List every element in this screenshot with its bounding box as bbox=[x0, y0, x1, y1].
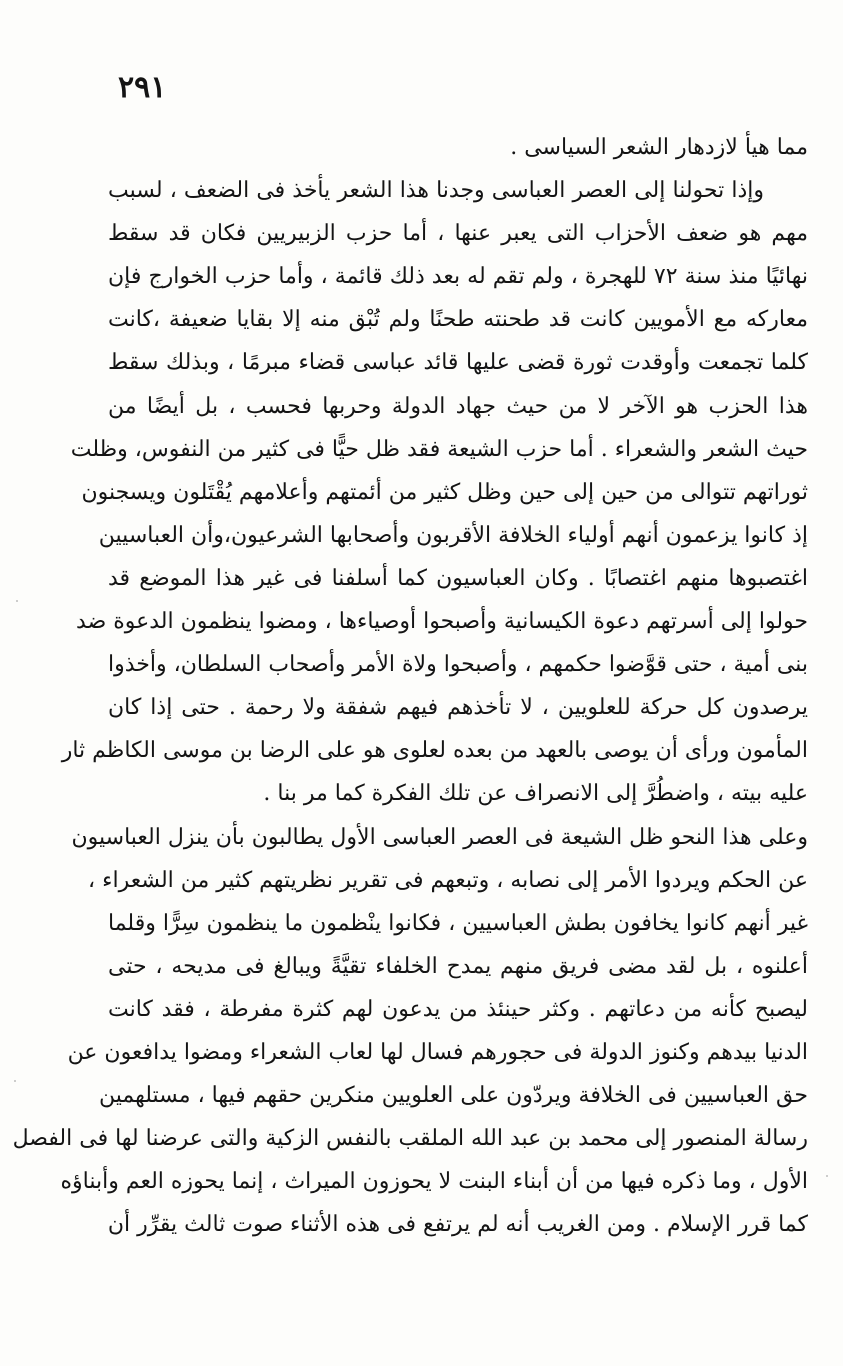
text-line: نهائيًا منذ سنة ٧٢ للهجرة ، ولم تقم له بعد ذلك قائمة ، وأما حزب الخوارج فإن bbox=[108, 264, 809, 290]
scan-speck bbox=[14, 1080, 16, 1082]
text-line: ثوراتهم تتوالى من حين إلى حين وظل كثير من أئمتهم وأعلامهم يُقْتَلون ويسجنون bbox=[81, 479, 808, 505]
text-line: الأول ، وما ذكره فيها من أن أبناء البنت لا يحوزون الميراث ، إنما يحوزه العم وأبناؤه bbox=[60, 1169, 808, 1195]
text-line: وعلى هذا النحو ظل الشيعة فى العصر العباسى الأول يطالبون بأن ينزل العباسيون bbox=[71, 824, 808, 850]
text-line: مهم هو ضعف الأحزاب التى يعبر عنها ، أما حزب الزبيريين فكان قد سقط bbox=[108, 221, 808, 247]
text-line: وإذا تحولنا إلى العصر العباسى وجدنا هذا الشعر يأخذ فى الضعف ، لسبب bbox=[108, 178, 764, 204]
text-line: بنى أمية ، حتى قوَّضوا حكمهم ، وأصبحوا ولاة الأمر وأصحاب السلطان، وأخذوا bbox=[108, 652, 808, 678]
text-line: رسالة المنصور إلى محمد بن عبد الله الملقب بالنفس الزكية والتى عرضنا لها فى الفصل bbox=[12, 1126, 808, 1152]
text-line: حق العباسيين فى الخلافة ويردّون على العلويين منكرين حقهم فيها ، مستلهمين bbox=[99, 1083, 808, 1109]
text-line: هذا الحزب هو الآخر لا من حيث جهاد الدولة وحربها فحسب ، بل أيضًا من bbox=[108, 393, 808, 419]
text-line: مما هيأ لازدهار الشعر السياسى . bbox=[510, 135, 808, 160]
text-line: الدنيا بيدهم وكنوز الدولة فى حجورهم فسال لها لعاب الشعراء ومضوا يدافعون عن bbox=[67, 1039, 808, 1065]
text-line: عن الحكم ويردوا الأمر إلى نصابه ، وتبعهم فى تقرير نظريتهم كثير من الشعراء ، bbox=[88, 867, 808, 893]
text-line: اغتصبوها منهم اغتصابًا . وكان العباسيون كما أسلفنا فى غير هذا الموضع قد bbox=[108, 565, 808, 591]
text-line: حولوا إلى أسرتهم دعوة الكيسانية وأصبحوا أوصياءها ، ومضوا ينظمون الدعوة ضد bbox=[76, 609, 808, 635]
text-line: كلما تجمعت وأوقدت ثورة قضى عليها قائد عباسى قضاء مبرمًا ، وبذلك سقط bbox=[108, 350, 808, 376]
scan-speck bbox=[16, 600, 18, 602]
page-number: ٢٩١ bbox=[118, 70, 167, 105]
text-line: كما قرر الإسلام . ومن الغريب أنه لم يرتفع فى هذه الأثناء صوت ثالث يقرِّر أن bbox=[107, 1212, 808, 1238]
text-line: ليصبح كأنه من دعاتهم . وكثر حينئذ من يدعون لهم كثرة مفرطة ، فقد كانت bbox=[108, 996, 808, 1022]
text-line: غير أنهم كانوا يخافون بطش العباسيين ، فكانوا ينْظمون ما ينظمون سِرًّا وقلما bbox=[108, 910, 808, 936]
body-text bbox=[12, 126, 809, 1246]
text-line: إذ كانوا يزعمون أنهم أولياء الخلافة الأقربون وأصحابها الشرعيون،وأن العباسيين bbox=[98, 522, 808, 548]
text-line: حيث الشعر والشعراء . أما حزب الشيعة فقد ظل حيًّا فى كثير من النفوس، وظلت bbox=[70, 436, 808, 462]
scan-speck bbox=[826, 1175, 828, 1177]
text-line: يرصدون كل حركة للعلويين ، لا تأخذهم فيهم شفقة ولا رحمة . حتى إذا كان bbox=[108, 695, 808, 721]
text-line: المأمون ورأى أن يوصى بالعهد من بعده لعلوى هو على الرضا بن موسى الكاظم ثار bbox=[61, 738, 808, 764]
text-line: معاركه مع الأمويين كانت قد طحنته طحنًا ولم تُبْق منه إلا بقايا ضعيفة ،كانت bbox=[108, 307, 808, 333]
text-line: عليه بيته ، واضطُرَّ إلى الانصراف عن تلك الفكرة كما مر بنا . bbox=[263, 781, 808, 807]
text-line: أعلنوه ، بل لقد مضى فريق منهم يمدح الخلفاء تقيَّةً ويبالغ فى مديحه ، حتى bbox=[108, 953, 808, 979]
